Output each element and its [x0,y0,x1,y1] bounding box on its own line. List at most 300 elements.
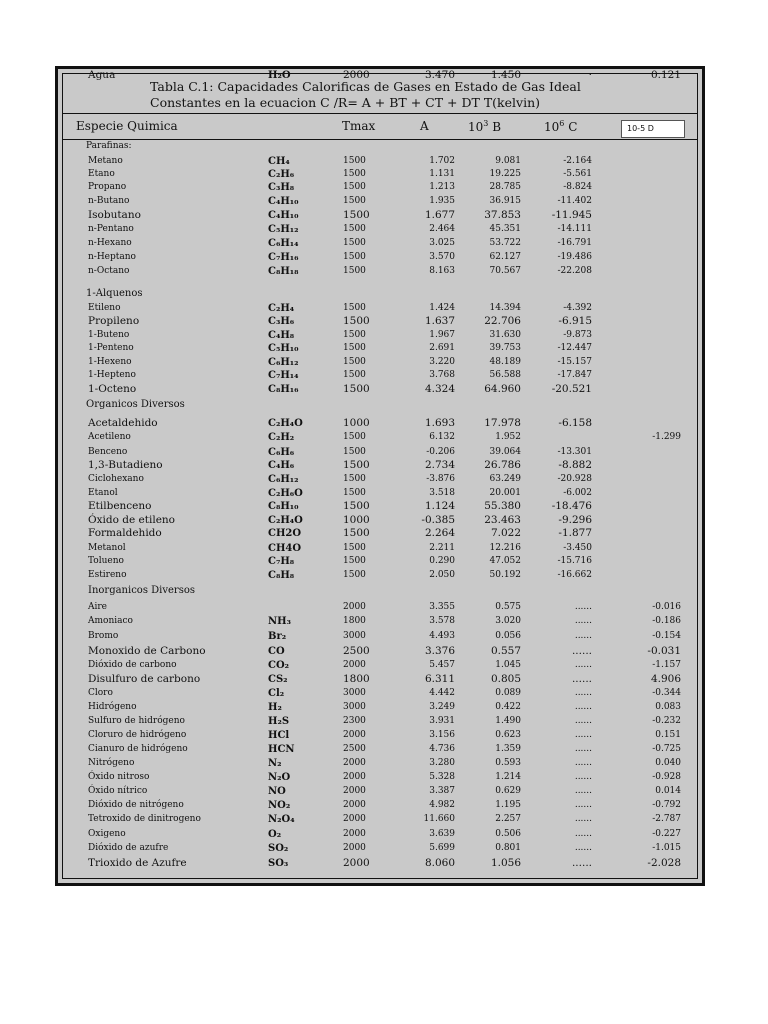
section-alquenos: 1-Alquenos [86,288,143,299]
cell-c: -12.447 [557,343,592,353]
cell-name: Hidrógeno [88,702,137,712]
cell-formula: C₆H₁₄ [268,238,299,249]
cell-tmax: 1500 [343,252,366,262]
cell-a: 3.376 [424,645,455,657]
cell-b: 28.785 [489,182,521,192]
cell-c: ...... [574,744,592,754]
cell-a: 4.982 [429,800,455,810]
table-row [58,459,702,472]
cell-b: 50.192 [489,570,521,580]
cell-formula: H₂ [268,702,282,713]
cell-a: 3.768 [429,370,455,380]
table-row [58,729,702,742]
cell-tmax: 1500 [343,303,366,313]
cell-d: -0.232 [652,716,681,726]
cell-tmax: 2000 [343,814,366,824]
cell-c: ...... [574,616,592,626]
cell-d: -0.725 [652,744,681,754]
cell-tmax: 2000 [343,829,366,839]
title-line-2: Constantes en la ecuacion C /R= A + BT + CT + DT T(kelvin) [150,95,541,110]
cell-name: Benceno [88,447,128,457]
cell-d: 0.121 [650,69,681,81]
cell-c: ...... [574,660,592,670]
cell-d: -0.928 [652,772,681,782]
cell-name: Tolueno [88,556,124,566]
cell-d: 0.083 [655,702,681,712]
cell-a: 1.693 [424,417,455,429]
cell-tmax: 2000 [343,786,366,796]
header-tmax: Tmax [342,119,376,133]
cell-tmax: 1500 [343,357,366,367]
cell-c: -17.847 [557,370,592,380]
cell-a: 1.124 [424,500,455,512]
cell-c: -11.945 [551,209,592,221]
cell-tmax: 2000 [343,758,366,768]
table-row [58,356,702,369]
cell-c: -15.157 [557,357,592,367]
cell-name: Acetileno [88,432,131,442]
table-row [58,687,702,700]
cell-name: n-Pentano [88,224,134,234]
cell-c: -16.662 [557,570,592,580]
cell-name: Etilbenceno [88,500,152,512]
cell-b: 26.786 [484,459,521,471]
cell-c: -22.208 [557,266,592,276]
cell-tmax: 1500 [343,238,366,248]
table-row [58,417,702,430]
cell-a: 1.131 [429,169,455,179]
cell-name: Etileno [88,303,121,313]
cell-formula: C₂H₄ [268,303,295,314]
cell-a: 5.328 [429,772,455,782]
table-row [58,757,702,770]
cell-tmax: 2500 [343,645,370,657]
cell-tmax: 3000 [343,688,366,698]
cell-a: 1.637 [424,315,455,327]
cell-name: Amoniaco [88,616,133,626]
cell-name: Aire [88,602,108,612]
cell-c: ...... [574,829,592,839]
cell-name: Dióxido de azufre [88,843,169,853]
table-row [58,251,702,264]
cell-c: ...... [574,814,592,824]
cell-name: Óxido de etileno [88,514,175,526]
cell-tmax: 1500 [343,459,370,471]
cell-name: 1-Buteno [88,330,130,340]
cell-d: -0.792 [652,800,681,810]
header-a: A [420,119,429,133]
cell-formula: C₄H₁₀ [268,196,299,207]
cell-tmax: 2000 [343,843,366,853]
cell-tmax: 1500 [343,209,370,221]
cell-a: 2.211 [429,543,455,553]
cell-b: 45.351 [489,224,521,234]
cell-a: -0.206 [426,447,455,457]
header-d-box: 10-5 D [621,120,685,138]
cell-c: -4.392 [563,303,592,313]
cell-tmax: 1500 [343,556,366,566]
cell-b: 0.593 [495,758,521,768]
cell-name: Etanol [88,488,118,498]
cell-c: -19.486 [557,252,592,262]
cell-a: 4.493 [429,631,455,641]
cell-d: -0.154 [652,631,681,641]
cell-tmax: 1500 [343,370,366,380]
cell-c: · [588,69,592,81]
table-row [58,659,702,672]
cell-formula: HCN [268,744,295,755]
cell-d: -0.031 [647,645,681,657]
cell-a: 3.249 [429,702,455,712]
cell-tmax: 1500 [343,330,366,340]
cell-a: 11.660 [423,814,455,824]
cell-formula: CS₂ [268,674,288,685]
cell-tmax: 2000 [343,857,370,869]
cell-b: 1.214 [495,772,521,782]
cell-tmax: 2000 [343,730,366,740]
table-frame [55,66,705,886]
cell-name: 1,3-Butadieno [88,459,163,471]
cell-tmax: 2000 [343,800,366,810]
cell-tmax: 1500 [343,343,366,353]
cell-b: 48.189 [489,357,521,367]
table-row [58,514,702,527]
cell-tmax: 1500 [343,447,366,457]
cell-name: Tetroxido de dinitrogeno [88,814,201,824]
table-row [58,645,702,658]
cell-b: 36.915 [489,196,521,206]
cell-a: 4.736 [429,744,455,754]
cell-d: 4.906 [650,673,681,685]
table-row [58,237,702,250]
cell-b: 0.557 [490,645,521,657]
table-row [58,799,702,812]
cell-formula: C₇H₁₄ [268,370,299,381]
table-row [58,383,702,396]
cell-a: 6.311 [424,673,455,685]
table-row [58,542,702,555]
cell-name: n-Butano [88,196,130,206]
cell-a: 5.699 [429,843,455,853]
cell-c: ...... [574,602,592,612]
table-row [58,181,702,194]
cell-c: ...... [574,730,592,740]
cell-formula: C₂H₆O [268,488,303,499]
cell-tmax: 1500 [343,224,366,234]
cell-c: -20.928 [557,474,592,484]
section-inorganicos: Inorganicos Diversos [88,585,195,596]
cell-name: Etano [88,169,115,179]
cell-a: 3.387 [429,786,455,796]
table-row [58,785,702,798]
cell-c: ...... [574,631,592,641]
cell-name: n-Octano [88,266,130,276]
cell-formula: NO [268,786,286,797]
cell-b: 37.853 [484,209,521,221]
cell-a: 3.025 [429,238,455,248]
cell-b: 64.960 [484,383,521,395]
cell-name: 1-Octeno [88,383,137,395]
cell-b: 1.450 [490,69,521,81]
cell-tmax: 1500 [343,182,366,192]
cell-a: 3.578 [429,616,455,626]
table-row [58,630,702,643]
cell-d: -0.016 [652,602,681,612]
cell-name: Sulfuro de hidrógeno [88,716,185,726]
cell-b: 39.064 [489,447,521,457]
cell-formula: CH₄ [268,156,290,167]
table-row [58,342,702,355]
cell-b: 9.081 [495,156,521,166]
cell-a: -3.876 [426,474,455,484]
cell-name: Agua [88,69,116,81]
table-row [58,168,702,181]
cell-formula: C₂H₄O [268,418,303,429]
cell-formula: C₃H₆ [268,316,295,327]
cell-formula: O₂ [268,829,282,840]
table-row [58,555,702,568]
table-row [58,302,702,315]
cell-a: 2.734 [424,459,455,471]
cell-a: 1.213 [429,182,455,192]
cell-d: 0.014 [655,786,681,796]
table-row [58,615,702,628]
cell-tmax: 1500 [343,527,370,539]
cell-formula: C₈H₁₈ [268,266,299,277]
cell-tmax: 1500 [343,266,366,276]
cell-tmax: 1000 [343,417,370,429]
header-c-exp: 6 [559,119,565,128]
cell-name: Estireno [88,570,127,580]
cell-b: 7.022 [490,527,521,539]
cell-c: ...... [574,800,592,810]
cell-a: 1.967 [429,330,455,340]
cell-c: -1.877 [558,527,592,539]
cell-formula: H₂S [268,716,290,727]
cell-tmax: 1800 [343,616,366,626]
header-b-letter: B [488,120,502,134]
cell-name: Cianuro de hidrógeno [88,744,188,754]
cell-c: ...... [574,758,592,768]
table-row [58,701,702,714]
cell-formula: C₄H₈ [268,330,295,341]
cell-d: 0.040 [655,758,681,768]
cell-name: 1-Hepteno [88,370,136,380]
cell-formula: N₂ [268,758,282,769]
cell-formula: CH4O [268,543,302,554]
cell-c: -6.158 [558,417,592,429]
table-row [58,500,702,513]
cell-tmax: 1500 [343,156,366,166]
cell-tmax: 1500 [343,474,366,484]
cell-tmax: 1500 [343,383,370,395]
cell-tmax: 2000 [343,772,366,782]
table-row [58,673,702,686]
table-row [58,155,702,168]
cell-formula: NO₂ [268,800,291,811]
cell-b: 1.045 [495,660,521,670]
cell-b: 70.567 [489,266,521,276]
cell-name: Formaldehido [88,527,162,539]
cell-b: 1.195 [495,800,521,810]
cell-c: -15.716 [557,556,592,566]
cell-name: Acetaldehido [88,417,158,429]
cell-name: Óxido nítrico [88,786,148,796]
cell-tmax: 1000 [343,514,370,526]
cell-formula: C₈H₈ [268,570,295,581]
section-organicos: Organicos Diversos [86,399,185,410]
table-row [58,369,702,382]
table-row [58,743,702,756]
cell-b: 39.753 [489,343,521,353]
cell-formula: C₆H₁₂ [268,474,299,485]
cell-a: 8.060 [424,857,455,869]
cell-a: 3.570 [429,252,455,262]
cell-formula: SO₂ [268,843,289,854]
cell-a: 1.677 [424,209,455,221]
cell-b: 1.359 [495,744,521,754]
cell-d: -2.028 [647,857,681,869]
cell-b: 0.575 [495,602,521,612]
cell-tmax: 3000 [343,631,366,641]
cell-a: 1.935 [429,196,455,206]
cell-formula: SO₃ [268,858,289,869]
cell-formula: CH2O [268,528,302,539]
table-row [58,828,702,841]
cell-formula: H₂O [268,70,291,81]
section-parafinas: Parafinas: [86,141,132,151]
cell-a: 2.264 [424,527,455,539]
cell-name: Oxigeno [88,829,126,839]
cell-d: -0.227 [652,829,681,839]
cell-formula: C₂H₆ [268,169,295,180]
cell-a: 5.457 [429,660,455,670]
cell-a: 2.464 [429,224,455,234]
cell-c: -5.561 [563,169,592,179]
cell-a: 2.691 [429,343,455,353]
cell-name: Bromo [88,631,119,641]
cell-c: -8.824 [563,182,592,192]
cell-name: Propileno [88,315,140,327]
cell-a: 3.156 [429,730,455,740]
data-rows [58,69,702,883]
cell-tmax: 1500 [343,543,366,553]
table-row [58,771,702,784]
cell-tmax: 2000 [343,660,366,670]
cell-b: 22.706 [484,315,521,327]
cell-tmax: 1800 [343,673,370,685]
cell-formula: C₈H₁₀ [268,501,299,512]
cell-formula: C₇H₁₆ [268,252,299,263]
header-b-exp: 3 [483,119,489,128]
cell-name: Disulfuro de carbono [88,673,201,685]
cell-name: n-Heptano [88,252,136,262]
cell-name: Isobutano [88,209,141,221]
cell-formula: C₄H₆ [268,460,295,471]
cell-a: -0.385 [421,514,455,526]
cell-d: -2.787 [652,814,681,824]
cell-b: 53.722 [489,238,521,248]
cell-d: -1.299 [652,432,681,442]
cell-name: Metanol [88,543,126,553]
cell-a: 3.470 [424,69,455,81]
cell-name: Monoxido de Carbono [88,645,206,657]
cell-b: 20.001 [489,488,521,498]
cell-a: 8.163 [429,266,455,276]
cell-formula: C₇H₈ [268,556,295,567]
cell-formula: CO [268,646,285,657]
cell-c: -8.882 [558,459,592,471]
cell-a: 3.518 [429,488,455,498]
table-row [58,446,702,459]
cell-formula: C₂H₄O [268,515,303,526]
table-row [58,431,702,444]
cell-c: ...... [571,673,592,685]
cell-formula: C₈H₁₆ [268,384,299,395]
table-row [58,601,702,614]
cell-a: 3.355 [429,602,455,612]
cell-tmax: 2500 [343,744,366,754]
cell-formula: C₄H₁₀ [268,210,299,221]
cell-c: -6.002 [563,488,592,498]
cell-c: ...... [574,688,592,698]
cell-a: 1.702 [429,156,455,166]
cell-d: 0.151 [655,730,681,740]
cell-c: ...... [574,716,592,726]
cell-a: 3.280 [429,758,455,768]
cell-c: ...... [574,772,592,782]
cell-formula: HCl [268,730,290,741]
cell-c: ...... [571,857,592,869]
cell-tmax: 1500 [343,570,366,580]
title-line-1: Tabla C.1: Capacidades Calorificas de Gases en Estado de Gas Ideal [150,79,581,94]
cell-formula: C₅H₁₂ [268,224,299,235]
cell-a: 4.442 [429,688,455,698]
cell-tmax: 2000 [343,69,370,81]
cell-b: 47.052 [489,556,521,566]
cell-c: ...... [574,786,592,796]
table-row [58,715,702,728]
cell-tmax: 1500 [343,488,366,498]
cell-d: -1.157 [652,660,681,670]
cell-name: n-Hexano [88,238,132,248]
cell-b: 0.805 [490,673,521,685]
cell-tmax: 1500 [343,196,366,206]
cell-c: -13.301 [557,447,592,457]
cell-c: -9.296 [558,514,592,526]
cell-name: Ciclohexano [88,474,144,484]
cell-c: ...... [571,645,592,657]
cell-a: 1.424 [429,303,455,313]
cell-c: -11.402 [557,196,592,206]
cell-c: -20.521 [551,383,592,395]
table-row [58,527,702,540]
cell-b: 56.588 [489,370,521,380]
cell-formula: C₆H₁₂ [268,357,299,368]
cell-a: 3.931 [429,716,455,726]
table-row [58,223,702,236]
table-row [58,473,702,486]
cell-a: 3.220 [429,357,455,367]
table-row [58,329,702,342]
cell-b: 0.506 [495,829,521,839]
cell-name: Trioxido de Azufre [88,857,187,869]
cell-tmax: 2300 [343,716,366,726]
cell-name: Cloro [88,688,113,698]
cell-b: 0.089 [495,688,521,698]
cell-b: 1.056 [490,857,521,869]
cell-name: Cloruro de hidrógeno [88,730,187,740]
